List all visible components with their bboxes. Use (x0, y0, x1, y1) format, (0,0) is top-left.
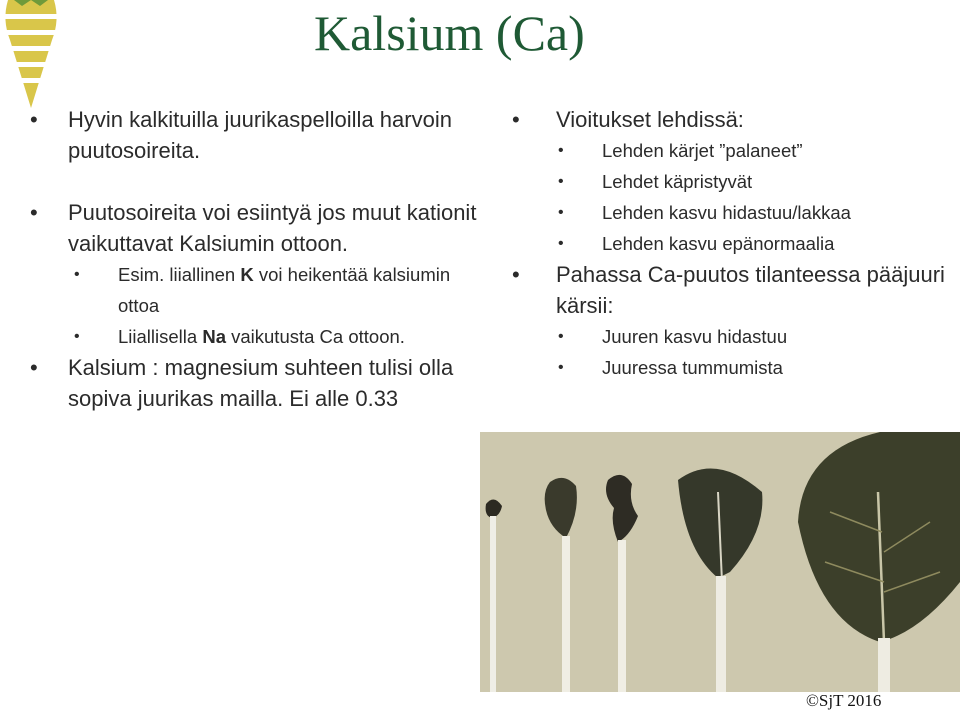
copyright-notice: ©SjT 2016 (806, 691, 882, 710)
bullet-liming: • Hyvin kalkituilla juurikaspelloilla harvoin puutosoireita. (30, 104, 480, 166)
leaf-item: • Lehdet käpristyvät (512, 166, 960, 197)
leaf-damage-heading: • Vioitukset lehdissä: (512, 104, 960, 135)
root-item: • Juuren kasvu hidastuu (512, 321, 960, 352)
left-column (30, 104, 480, 414)
bullet-ca-mg-ratio: • Kalsium : magnesium suhteen tulisi olla sopiva juurikas mailla. Ei alle 0.33 (30, 352, 480, 414)
leaf-item: • Lehden kasvu epänormaalia (512, 228, 960, 259)
root-item: • Juuressa tummumista (512, 352, 960, 383)
sugar-beet-logo-icon (0, 0, 62, 112)
slide-title: Kalsium (Ca) (314, 5, 585, 61)
leaf-item: • Lehden kärjet ”palaneet” (512, 135, 960, 166)
leaf-item: • Lehden kasvu hidastuu/lakkaa (512, 197, 960, 228)
bullet-cations: • Puutosoireita voi esiintyä jos muut kationit vaikuttavat Kalsiumin ottoon. (30, 197, 480, 259)
sub-bullet-potassium: • Esim. liiallinen K voi heikentää kalsiumin ottoa (30, 259, 480, 321)
sub-bullet-sodium: • Liiallisella Na vaikutusta Ca ottoon. (30, 321, 480, 352)
right-column (512, 104, 960, 383)
calcium-deficiency-leaves-photo (480, 432, 960, 692)
root-damage-heading: • Pahassa Ca-puutos tilanteessa pääjuuri kärsii: (512, 259, 960, 321)
